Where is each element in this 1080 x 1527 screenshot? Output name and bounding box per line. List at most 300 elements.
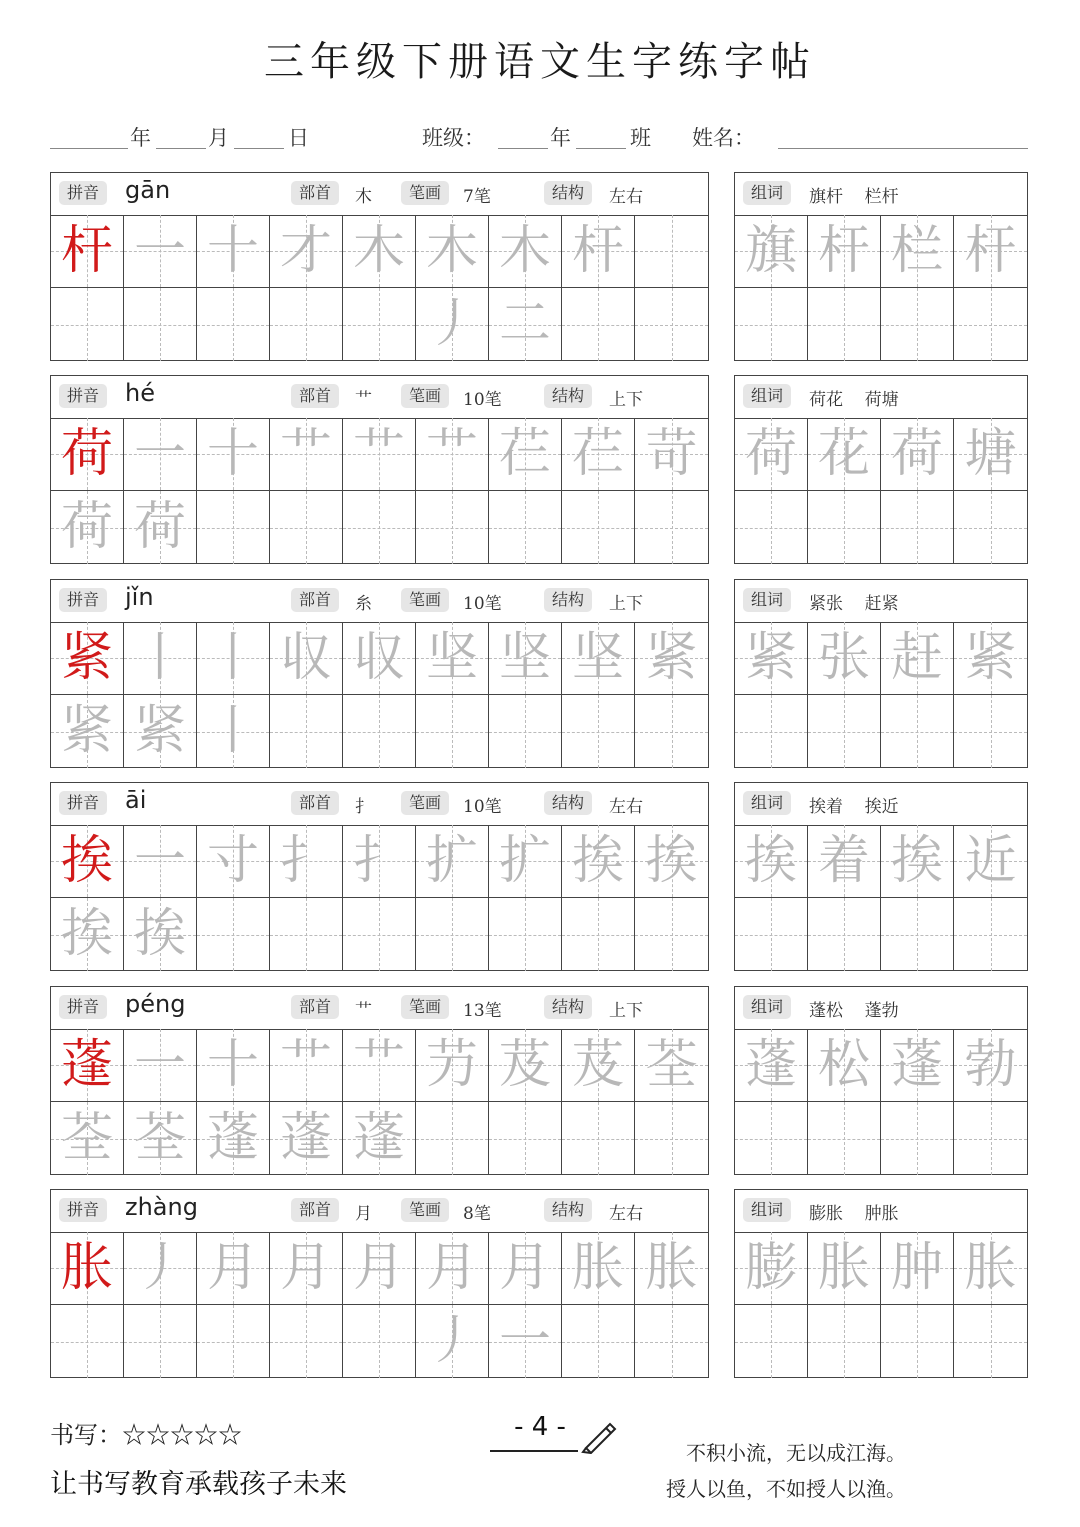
writing-cell[interactable]	[489, 491, 562, 564]
writing-cell[interactable]	[635, 418, 708, 491]
writing-cell[interactable]	[124, 418, 197, 491]
trace-character: 丿	[133, 1238, 186, 1298]
word-card-header	[735, 173, 1027, 216]
writing-cell[interactable]	[197, 215, 270, 288]
trace-character: 扌	[279, 831, 332, 891]
writing-cell[interactable]	[562, 622, 635, 695]
word-trace-character: 胀	[964, 1238, 1017, 1298]
trace-character: 芢	[571, 424, 624, 484]
word-trace-character: 蓬	[890, 1035, 943, 1095]
word-cell[interactable]	[881, 825, 954, 898]
writing-cell[interactable]	[343, 1305, 416, 1378]
day-blank[interactable]	[234, 122, 284, 149]
writing-cell[interactable]	[489, 898, 562, 971]
word-card-header	[735, 987, 1027, 1030]
word-card	[734, 986, 1028, 1175]
quote-line-1: 不积小流，无以成江海。	[686, 1441, 906, 1465]
word-cell[interactable]	[808, 695, 881, 768]
trace-character: 艹	[352, 1035, 405, 1095]
word-cell[interactable]	[735, 491, 808, 564]
writing-rating: 书写：☆☆☆☆☆	[50, 1421, 242, 1449]
writing-cell[interactable]	[51, 418, 124, 491]
writing-cell[interactable]	[489, 1232, 562, 1371]
structure-label: 结构	[544, 384, 592, 408]
writing-cell[interactable]	[343, 695, 416, 768]
word-cell[interactable]	[735, 622, 808, 695]
strokes-label: 笔画	[401, 181, 449, 205]
trace-character: 挨	[645, 831, 698, 891]
trace-character: 芨	[571, 1035, 624, 1095]
word-trace-character: 旗	[744, 221, 797, 281]
writing-cell[interactable]	[562, 695, 635, 768]
writing-cell[interactable]	[416, 215, 489, 354]
writing-cell[interactable]	[270, 898, 343, 971]
writing-cell[interactable]	[635, 825, 708, 898]
trace-character: 一	[133, 831, 186, 891]
word-cell[interactable]	[735, 215, 808, 288]
word-cell[interactable]	[954, 288, 1027, 361]
word-cell[interactable]	[881, 288, 954, 361]
writing-cell[interactable]	[197, 825, 270, 898]
word-cell[interactable]	[808, 491, 881, 564]
writing-cell[interactable]	[416, 898, 489, 971]
trace-character: 丨	[133, 628, 186, 688]
class-label: 班级：	[422, 126, 485, 150]
year-blank[interactable]	[50, 122, 128, 149]
writing-cell[interactable]	[197, 622, 270, 761]
month-label: 月	[208, 126, 229, 150]
word-cell[interactable]	[808, 1305, 881, 1378]
strokes-value: 10笔	[463, 390, 502, 410]
writing-cell[interactable]	[562, 1102, 635, 1175]
trace-character: 木	[352, 221, 405, 281]
writing-cell[interactable]	[51, 898, 124, 971]
writing-cell[interactable]	[51, 1305, 124, 1378]
writing-cell[interactable]	[270, 1232, 343, 1305]
pinyin-label: 拼音	[59, 995, 107, 1019]
writing-cell[interactable]	[51, 288, 124, 361]
writing-cell[interactable]	[270, 288, 343, 361]
writing-cell[interactable]	[562, 1305, 635, 1378]
word-trace-character: 紧	[964, 628, 1017, 688]
word-trace-character: 紧	[744, 628, 797, 688]
word-cell[interactable]	[954, 622, 1027, 695]
writing-cell[interactable]	[197, 898, 270, 971]
writing-cell[interactable]	[51, 1029, 124, 1102]
writing-cell[interactable]	[635, 898, 708, 971]
radical-label: 部首	[291, 791, 339, 815]
word-cell[interactable]	[954, 1102, 1027, 1175]
writing-cell[interactable]	[51, 1102, 124, 1175]
word-cell[interactable]	[808, 418, 881, 491]
word-cell[interactable]	[808, 622, 881, 695]
writing-cell[interactable]	[124, 898, 197, 971]
writing-cell[interactable]	[197, 288, 270, 361]
trace-character: 荃	[133, 1108, 186, 1168]
trace-character: 艹	[279, 424, 332, 484]
word-cell[interactable]	[881, 1029, 954, 1102]
writing-cell[interactable]	[124, 288, 197, 361]
writing-cell[interactable]	[635, 215, 708, 288]
writing-cell[interactable]	[124, 695, 197, 768]
radical-value: 艹	[355, 1001, 372, 1021]
word-trace-character: 杆	[817, 221, 870, 281]
word-cell[interactable]	[954, 1029, 1027, 1102]
word-cell[interactable]	[808, 825, 881, 898]
writing-cell[interactable]	[562, 1029, 635, 1102]
word-trace-character: 膨	[744, 1238, 797, 1298]
word-cell[interactable]	[735, 1102, 808, 1175]
month-blank[interactable]	[156, 122, 206, 149]
date-class-name-line	[50, 118, 1030, 158]
structure-label: 结构	[544, 588, 592, 612]
pinyin-label: 拼音	[59, 791, 107, 815]
words-value: 挨着 挨近	[809, 797, 899, 817]
word-trace-character: 肿	[890, 1238, 943, 1298]
word-cell[interactable]	[735, 1232, 808, 1305]
structure-value: 左右	[609, 187, 643, 207]
pinyin-label: 拼音	[59, 384, 107, 408]
writing-cell[interactable]	[270, 418, 343, 491]
writing-cell[interactable]	[489, 418, 562, 491]
writing-cell[interactable]	[635, 1102, 708, 1175]
trace-character: 扩	[425, 831, 478, 891]
radical-value: 月	[355, 1204, 372, 1224]
writing-cell[interactable]	[270, 825, 343, 898]
writing-cell[interactable]	[343, 1102, 416, 1175]
words-value: 紧张 赶紧	[809, 594, 899, 614]
structure-value: 上下	[609, 594, 643, 614]
radical-value: 糸	[355, 594, 372, 614]
structure-label: 结构	[544, 995, 592, 1019]
writing-cell[interactable]	[416, 1232, 489, 1371]
day-label: 日	[288, 126, 309, 150]
words-label: 组词	[743, 181, 791, 205]
trace-character: 木二	[498, 221, 551, 354]
structure-label: 结构	[544, 791, 592, 815]
trace-character: 坚	[571, 628, 624, 688]
word-cell[interactable]	[881, 1305, 954, 1378]
structure-value: 左右	[609, 797, 643, 817]
pen-icon	[580, 1418, 620, 1454]
writing-cell[interactable]	[635, 491, 708, 564]
practice-card	[50, 172, 709, 361]
strokes-label: 笔画	[401, 1198, 449, 1222]
writing-cell[interactable]	[51, 1232, 124, 1305]
writing-cell[interactable]	[343, 418, 416, 491]
radical-label: 部首	[291, 1198, 339, 1222]
writing-cell[interactable]	[197, 1102, 270, 1175]
trace-character: 荷	[133, 497, 186, 557]
writing-cell[interactable]	[124, 215, 197, 288]
radical-value: 艹	[355, 390, 372, 410]
strokes-label: 笔画	[401, 791, 449, 815]
writing-cell[interactable]	[270, 491, 343, 564]
model-character: 荷	[60, 424, 113, 484]
writing-cell[interactable]	[416, 1029, 489, 1102]
trace-character: 月丿	[425, 1238, 478, 1371]
writing-cell[interactable]	[51, 622, 124, 695]
word-trace-character: 塘	[964, 424, 1017, 484]
writing-cell[interactable]	[635, 1029, 708, 1102]
writing-cell[interactable]	[51, 215, 124, 288]
writing-cell[interactable]	[270, 215, 343, 288]
writing-cell[interactable]	[124, 491, 197, 564]
trace-character: 芀	[425, 1035, 478, 1095]
strokes-value: 13笔	[463, 1001, 502, 1021]
writing-cell[interactable]	[416, 825, 489, 898]
trace-character: 杆	[571, 221, 624, 281]
writing-cell[interactable]	[270, 695, 343, 768]
word-cell[interactable]	[954, 215, 1027, 288]
trace-character: 荷	[60, 497, 113, 557]
pinyin-value: āi	[125, 786, 147, 814]
pinyin-value: péng	[125, 990, 186, 1018]
trace-character: 紧	[60, 701, 113, 761]
word-card	[734, 579, 1028, 768]
radical-value: 木	[355, 187, 372, 207]
word-cell[interactable]	[735, 898, 808, 971]
trace-character: 才	[279, 221, 332, 281]
trace-character: 荃	[60, 1108, 113, 1168]
trace-character: 芨	[498, 1035, 551, 1095]
pinyin-value: gān	[125, 176, 171, 204]
structure-label: 结构	[544, 1198, 592, 1222]
trace-character: 一	[133, 424, 186, 484]
trace-character: 艹	[352, 424, 405, 484]
writing-cell[interactable]	[343, 825, 416, 898]
writing-cell[interactable]	[635, 1305, 708, 1378]
radical-label: 部首	[291, 181, 339, 205]
writing-cell[interactable]	[270, 622, 343, 695]
trace-character: 艹	[425, 424, 478, 484]
words-value: 膨胀 肿胀	[809, 1204, 899, 1224]
page-number-underline	[490, 1450, 578, 1452]
pinyin-value: jǐn	[125, 583, 154, 611]
word-card	[734, 172, 1028, 361]
card-header	[51, 987, 708, 1030]
trace-character: 扩	[498, 831, 551, 891]
word-trace-character: 挨	[890, 831, 943, 891]
writing-cell[interactable]	[489, 215, 562, 354]
writing-cell[interactable]	[197, 418, 270, 491]
year-label: 年	[130, 126, 151, 150]
word-cell[interactable]	[954, 491, 1027, 564]
word-cell[interactable]	[808, 1029, 881, 1102]
word-trace-character: 着	[817, 831, 870, 891]
writing-cell[interactable]	[635, 288, 708, 361]
word-cell[interactable]	[954, 825, 1027, 898]
word-trace-character: 胀	[817, 1238, 870, 1298]
word-cell[interactable]	[881, 622, 954, 695]
radical-label: 部首	[291, 995, 339, 1019]
writing-cell[interactable]	[635, 1232, 708, 1305]
writing-cell[interactable]	[343, 288, 416, 361]
word-card-header	[735, 580, 1027, 623]
trace-character: 苛	[645, 424, 698, 484]
writing-cell[interactable]	[416, 418, 489, 491]
writing-cell[interactable]	[197, 1305, 270, 1378]
word-cell[interactable]	[735, 825, 808, 898]
class-number-blank[interactable]	[576, 122, 626, 149]
words-value: 荷花 荷塘	[809, 390, 899, 410]
writing-cell[interactable]	[489, 695, 562, 768]
writing-cell[interactable]	[562, 898, 635, 971]
trace-character: 坚	[498, 628, 551, 688]
trace-character: 芢	[498, 424, 551, 484]
trace-character: 月	[279, 1238, 332, 1298]
class-year-blank[interactable]	[498, 122, 548, 149]
radical-value: 扌	[355, 797, 372, 817]
writing-cell[interactable]	[562, 215, 635, 288]
writing-cell[interactable]	[343, 898, 416, 971]
word-cell[interactable]	[735, 1305, 808, 1378]
words-label: 组词	[743, 995, 791, 1019]
word-cell[interactable]	[808, 1102, 881, 1175]
word-cell[interactable]	[881, 418, 954, 491]
writing-cell[interactable]	[416, 622, 489, 695]
word-cell[interactable]	[954, 1305, 1027, 1378]
word-card-header	[735, 1190, 1027, 1233]
name-blank[interactable]	[778, 122, 1028, 149]
word-cell[interactable]	[808, 215, 881, 288]
word-cell[interactable]	[881, 695, 954, 768]
trace-character: 月	[206, 1238, 259, 1298]
structure-value: 左右	[609, 1204, 643, 1224]
word-card-header	[735, 376, 1027, 419]
word-cell[interactable]	[881, 491, 954, 564]
word-trace-character: 荷	[744, 424, 797, 484]
practice-card	[50, 782, 709, 971]
trace-character: 月	[352, 1238, 405, 1298]
strokes-value: 7笔	[463, 187, 491, 207]
writing-cell[interactable]	[124, 622, 197, 695]
writing-cell[interactable]	[343, 215, 416, 288]
structure-value: 上下	[609, 1001, 643, 1021]
writing-cell[interactable]	[489, 622, 562, 695]
writing-cell[interactable]	[489, 1029, 562, 1102]
word-trace-character: 蓬	[744, 1035, 797, 1095]
word-cell[interactable]	[735, 288, 808, 361]
card-header	[51, 1190, 708, 1233]
writing-cell[interactable]	[562, 825, 635, 898]
word-cell[interactable]	[735, 1029, 808, 1102]
quote-line-2: 授人以鱼，不如授人以渔。	[666, 1477, 906, 1501]
word-cell[interactable]	[881, 215, 954, 288]
writing-cell[interactable]	[270, 1029, 343, 1102]
trace-character: 紧	[133, 701, 186, 761]
writing-cell[interactable]	[343, 1029, 416, 1102]
writing-cell[interactable]	[416, 695, 489, 768]
word-cell[interactable]	[954, 695, 1027, 768]
trace-character: 坚	[425, 628, 478, 688]
writing-cell[interactable]	[489, 1102, 562, 1175]
trace-character: 寸	[206, 831, 259, 891]
radical-label: 部首	[291, 588, 339, 612]
writing-cell[interactable]	[562, 288, 635, 361]
practice-card	[50, 579, 709, 768]
writing-cell[interactable]	[124, 1232, 197, 1305]
card-header	[51, 580, 708, 623]
word-cell[interactable]	[881, 898, 954, 971]
writing-cell[interactable]	[635, 695, 708, 768]
trace-character: 蓬	[279, 1108, 332, 1168]
word-card-header	[735, 783, 1027, 826]
word-cell[interactable]	[808, 898, 881, 971]
writing-cell[interactable]	[197, 1029, 270, 1102]
word-cell[interactable]	[808, 288, 881, 361]
word-cell[interactable]	[808, 1232, 881, 1305]
trace-character: 荃	[645, 1035, 698, 1095]
trace-character: 蓬	[206, 1108, 259, 1168]
trace-character: 一	[133, 221, 186, 281]
writing-cell[interactable]	[343, 491, 416, 564]
writing-cell[interactable]	[51, 695, 124, 768]
writing-cell[interactable]	[270, 1102, 343, 1175]
word-trace-character: 荷	[890, 424, 943, 484]
words-label: 组词	[743, 1198, 791, 1222]
writing-cell[interactable]	[416, 1102, 489, 1175]
trace-character: 月一	[498, 1238, 551, 1371]
structure-label: 结构	[544, 181, 592, 205]
word-cell[interactable]	[881, 1232, 954, 1305]
word-cell[interactable]	[735, 418, 808, 491]
writing-cell[interactable]	[562, 1232, 635, 1305]
writing-cell[interactable]	[562, 418, 635, 491]
trace-character: 紧	[645, 628, 698, 688]
word-trace-character: 栏	[890, 221, 943, 281]
word-cell[interactable]	[954, 898, 1027, 971]
writing-cell[interactable]	[343, 1232, 416, 1305]
words-label: 组词	[743, 384, 791, 408]
page-number: - 4 -	[514, 1412, 566, 1442]
pinyin-label: 拼音	[59, 181, 107, 205]
card-header	[51, 376, 708, 419]
writing-cell[interactable]	[270, 1305, 343, 1378]
model-character: 紧	[60, 628, 113, 688]
writing-cell[interactable]	[124, 825, 197, 898]
card-header	[51, 783, 708, 826]
writing-cell[interactable]	[124, 1305, 197, 1378]
writing-cell[interactable]	[416, 491, 489, 564]
writing-cell[interactable]	[124, 1102, 197, 1175]
writing-cell[interactable]	[343, 622, 416, 695]
name-label: 姓名：	[692, 126, 755, 150]
model-character: 蓬	[60, 1035, 113, 1095]
writing-cell[interactable]	[489, 825, 562, 898]
words-value: 蓬松 蓬勃	[809, 1001, 899, 1021]
writing-cell[interactable]	[197, 491, 270, 564]
word-cell[interactable]	[954, 1232, 1027, 1305]
model-character: 挨	[60, 831, 113, 891]
word-cell[interactable]	[881, 1102, 954, 1175]
pinyin-label: 拼音	[59, 588, 107, 612]
class-ban-label: 班	[630, 126, 651, 150]
radical-label: 部首	[291, 384, 339, 408]
writing-cell[interactable]	[51, 825, 124, 898]
word-card	[734, 782, 1028, 971]
trace-character: 蓬	[352, 1108, 405, 1168]
structure-value: 上下	[609, 390, 643, 410]
writing-cell[interactable]	[124, 1029, 197, 1102]
writing-cell[interactable]	[197, 1232, 270, 1305]
word-cell[interactable]	[735, 695, 808, 768]
writing-cell[interactable]	[562, 491, 635, 564]
word-cell[interactable]	[954, 418, 1027, 491]
writing-cell[interactable]	[51, 491, 124, 564]
words-label: 组词	[743, 791, 791, 815]
writing-cell[interactable]	[635, 622, 708, 695]
